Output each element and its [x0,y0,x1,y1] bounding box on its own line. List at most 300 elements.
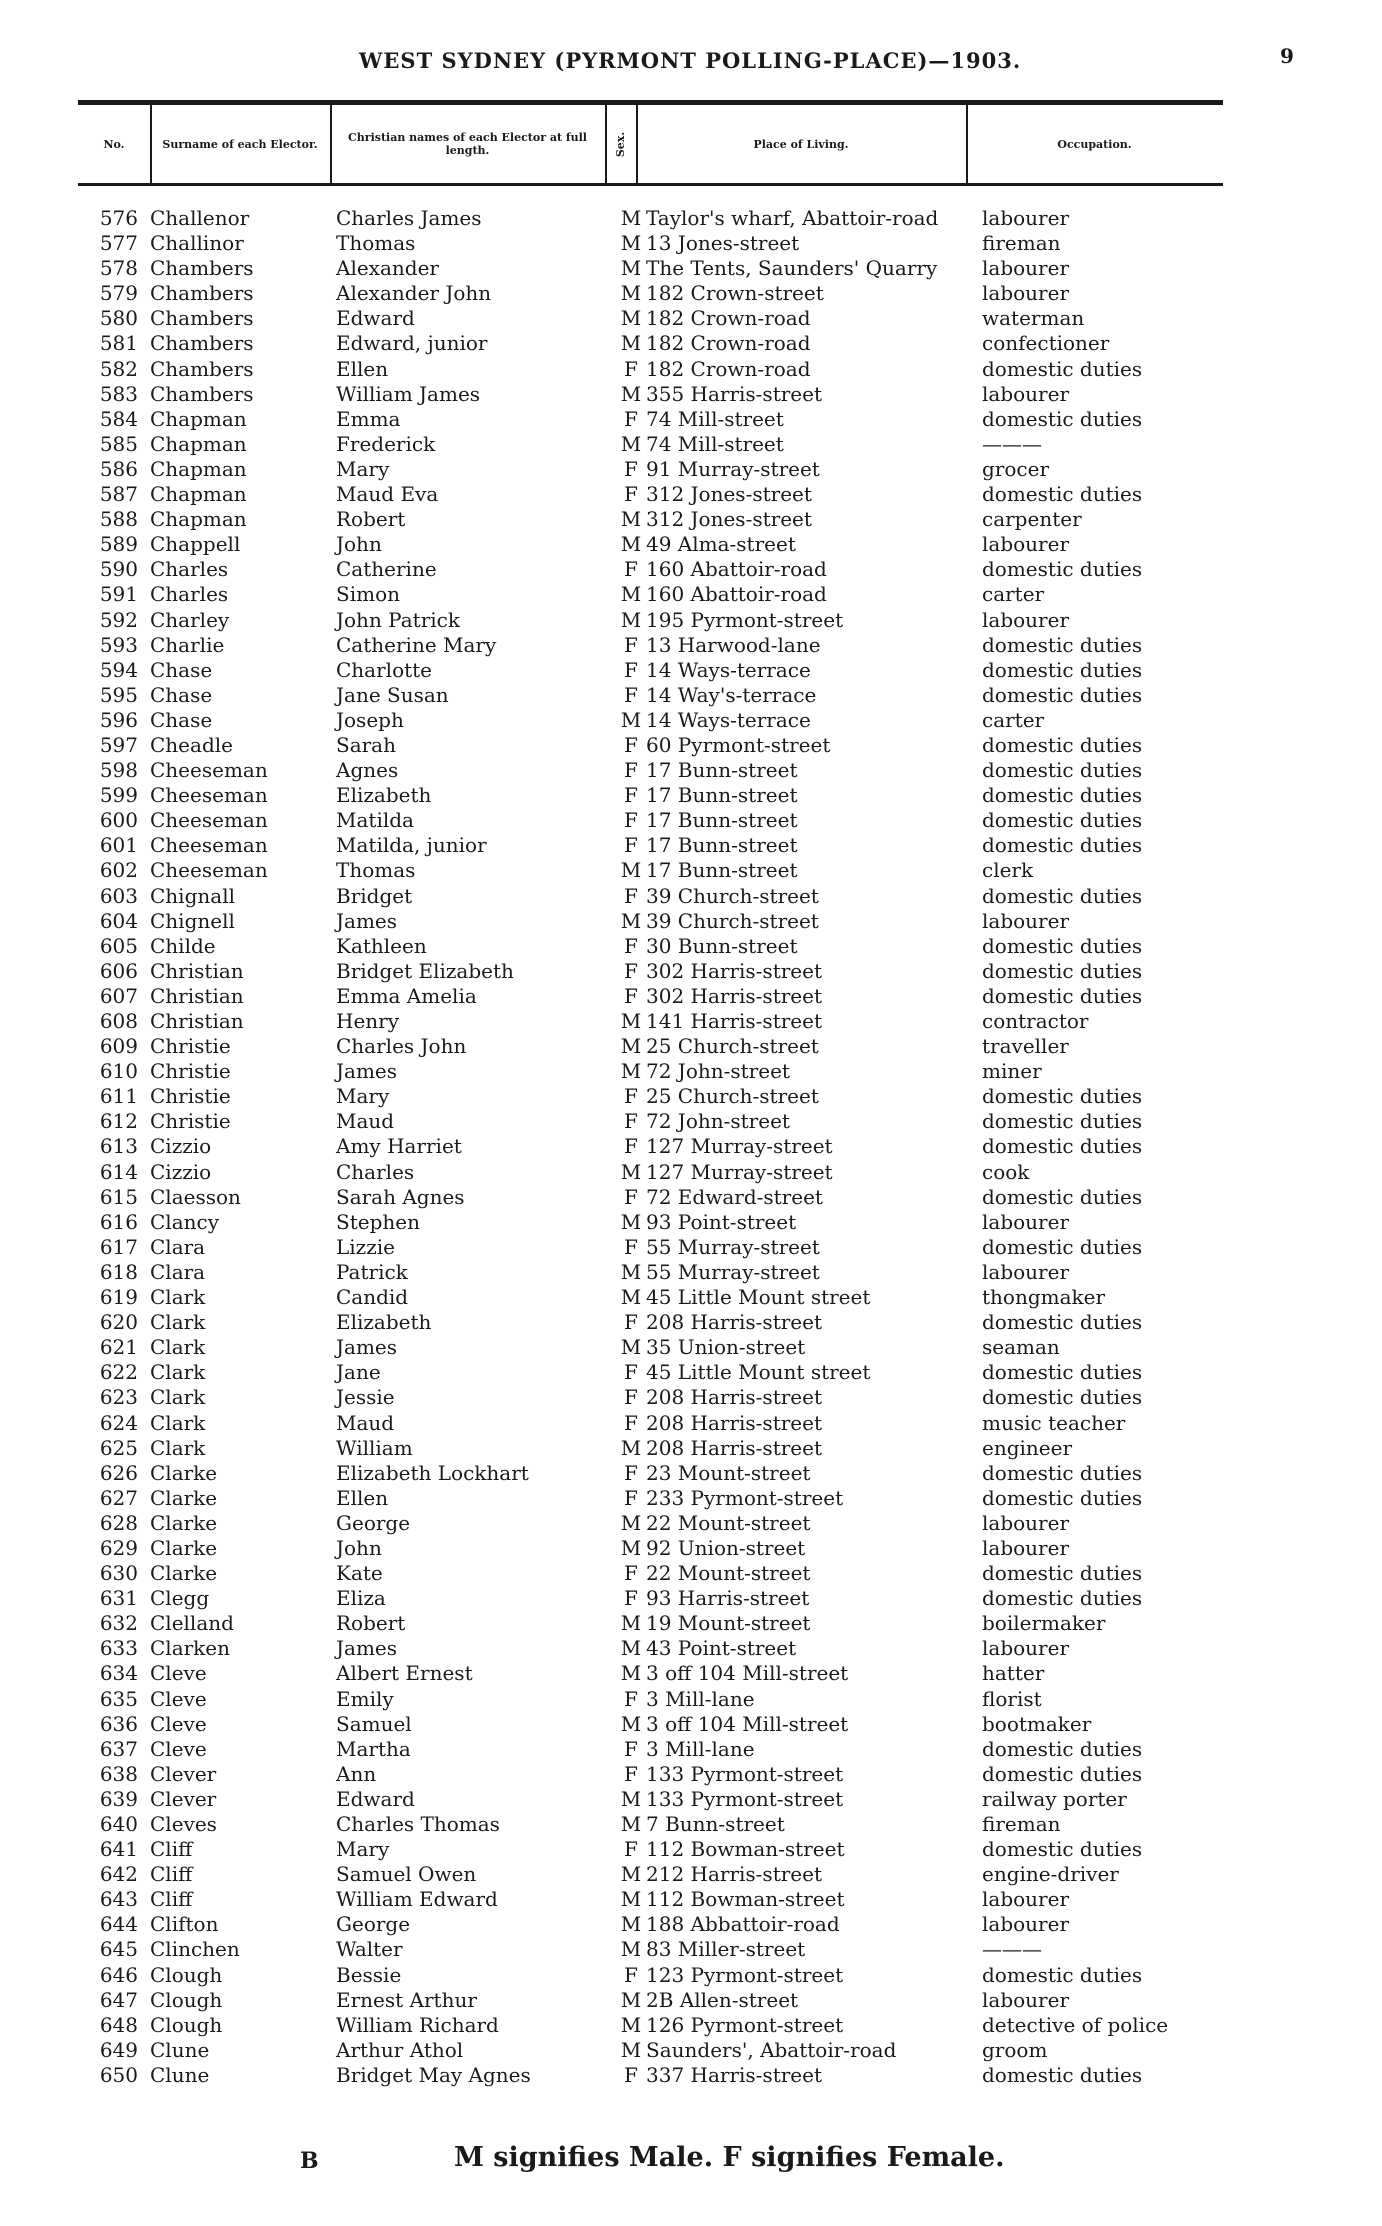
elector-number: 650 [99,2062,138,2087]
elector-occupation: labourer [982,1912,1070,1937]
elector-surname: Cizzio [150,1134,212,1159]
elector-occupation: engine-driver [982,1862,1119,1887]
elector-surname: Chambers [150,281,254,306]
elector-place-of-living: 208 Harris-street [646,1310,823,1335]
elector-occupation: domestic duties [982,1460,1143,1485]
elector-surname: Clarke [150,1485,218,1510]
elector-place-of-living: 212 Harris-street [646,1862,823,1887]
elector-place-of-living: 30 Bunn-street [646,933,798,958]
elector-occupation: labourer [982,1987,1070,2012]
elector-christian-names: James [336,1335,398,1360]
elector-row [0,1887,1382,1912]
elector-place-of-living: 22 Mount-street [646,1510,811,1535]
elector-place-of-living: 17 Bunn-street [646,783,798,808]
elector-row [0,1787,1382,1812]
elector-place-of-living: 133 Pyrmont-street [646,1761,844,1786]
header-surname: Surname of each Elector. [150,105,332,183]
elector-occupation: labourer [982,1636,1070,1661]
elector-number: 623 [99,1385,138,1410]
column-header-row [78,100,1223,186]
elector-row [0,1160,1382,1185]
elector-row [0,758,1382,783]
elector-surname: Clark [150,1410,206,1435]
elector-surname: Charles [150,582,229,607]
elector-christian-names: Samuel [336,1711,412,1736]
elector-place-of-living: 49 Alma-street [646,532,796,557]
elector-number: 616 [99,1209,138,1234]
elector-place-of-living: 112 Bowman-street [646,1887,845,1912]
elector-surname: Clark [150,1385,206,1410]
elector-number: 609 [99,1034,138,1059]
elector-sex: F [624,933,638,958]
elector-sex: M [620,1636,642,1661]
elector-row [0,407,1382,432]
elector-sex: F [624,1686,638,1711]
elector-christian-names: Charles John [336,1034,467,1059]
elector-number: 576 [99,206,138,230]
elector-row [0,708,1382,733]
elector-number: 596 [99,707,138,732]
elector-christian-names: Elizabeth [336,1310,432,1335]
elector-occupation: detective of police [982,2012,1169,2037]
elector-sex: F [624,732,638,757]
elector-number: 632 [99,1611,138,1636]
elector-christian-names: Agnes [336,758,399,783]
elector-occupation: domestic duties [982,657,1143,682]
elector-number: 593 [99,632,138,657]
elector-row [0,733,1382,758]
elector-place-of-living: 133 Pyrmont-street [646,1786,844,1811]
elector-surname: Clara [150,1234,206,1259]
elector-christian-names: Frederick [336,431,436,456]
elector-surname: Cliff [150,1837,193,1862]
elector-number: 613 [99,1134,138,1159]
elector-place-of-living: 72 John-street [646,1059,790,1084]
elector-sex: M [620,1711,642,1736]
elector-occupation: fireman [982,1812,1061,1836]
elector-occupation: railway porter [982,1786,1127,1811]
elector-number: 607 [99,983,138,1008]
elector-surname: Chase [150,682,213,707]
elector-surname: Childe [150,933,216,958]
elector-occupation: domestic duties [982,958,1143,983]
elector-christian-names: Maud [336,1109,395,1134]
elector-number: 649 [99,2037,138,2062]
elector-occupation: labourer [982,1510,1070,1535]
elector-occupation: domestic duties [982,682,1143,707]
elector-occupation: thongmaker [982,1285,1106,1310]
elector-place-of-living: 208 Harris-street [646,1385,823,1410]
elector-occupation: domestic duties [982,808,1143,833]
elector-row [0,1937,1382,1962]
elector-number: 610 [99,1059,138,1084]
elector-place-of-living: Saunders', Abattoir-road [646,2037,897,2062]
elector-number: 579 [99,281,138,306]
elector-surname: Clarke [150,1561,218,1586]
elector-number: 598 [99,758,138,783]
elector-sex: M [620,331,642,356]
elector-number: 619 [99,1285,138,1310]
elector-surname: Chase [150,707,213,732]
elector-surname: Charlie [150,632,225,657]
elector-place-of-living: 182 Crown-road [646,306,811,331]
elector-row [0,2013,1382,2038]
elector-sex: M [620,707,642,732]
elector-sex: F [624,682,638,707]
elector-occupation: seaman [982,1335,1060,1360]
elector-christian-names: Jane Susan [336,682,449,707]
elector-surname: Cliff [150,1887,193,1912]
electors-list [0,206,1382,2088]
elector-christian-names: Edward [336,306,415,331]
elector-christian-names: James [336,908,398,933]
elector-row [0,1837,1382,1862]
elector-surname: Charley [150,607,230,632]
elector-occupation: clerk [982,858,1034,883]
elector-number: 639 [99,1786,138,1811]
elector-christian-names: Amy Harriet [336,1134,462,1159]
elector-surname: Chambers [150,306,254,331]
elector-occupation: domestic duties [982,356,1143,381]
elector-christian-names: Matilda, junior [336,833,487,858]
elector-occupation: domestic duties [982,933,1143,958]
elector-sex: M [620,582,642,607]
elector-surname: Clark [150,1335,206,1360]
elector-sex: F [624,1962,638,1987]
elector-surname: Christie [150,1109,231,1134]
elector-christian-names: William [336,1435,413,1460]
elector-sex: M [620,1209,642,1234]
elector-sex: F [624,2062,638,2087]
elector-number: 625 [99,1435,138,1460]
elector-number: 620 [99,1310,138,1335]
elector-christian-names: Matilda [336,808,414,833]
elector-sex: M [620,1059,642,1084]
elector-row [0,206,1382,231]
elector-occupation: florist [982,1686,1042,1711]
elector-surname: Cheeseman [150,833,268,858]
elector-occupation: carter [982,582,1045,607]
elector-place-of-living: 355 Harris-street [646,381,823,406]
elector-place-of-living: 83 Miller-street [646,1937,806,1962]
elector-place-of-living: 93 Point-street [646,1209,797,1234]
elector-place-of-living: 55 Murray-street [646,1259,820,1284]
header-occupation: Occupation. [1057,137,1132,151]
elector-place-of-living: 160 Abattoir-road [646,557,827,582]
elector-number: 636 [99,1711,138,1736]
elector-surname: Cleve [150,1686,207,1711]
elector-surname: Cheadle [150,732,233,757]
elector-sex: F [624,406,638,431]
elector-number: 582 [99,356,138,381]
elector-surname: Chase [150,657,213,682]
elector-surname: Clarke [150,1460,218,1485]
header-place-of-living: Place of Living. [636,105,968,183]
elector-row [0,1335,1382,1360]
elector-number: 584 [99,406,138,431]
elector-sex: F [624,758,638,783]
elector-occupation: labourer [982,206,1070,230]
elector-sex: M [620,2012,642,2037]
elector-christian-names: Mary [336,1084,390,1109]
elector-surname: Cheeseman [150,783,268,808]
elector-number: 589 [99,532,138,557]
elector-number: 580 [99,306,138,331]
elector-place-of-living: 126 Pyrmont-street [646,2012,844,2037]
elector-number: 640 [99,1812,138,1836]
elector-sex: F [624,1234,638,1259]
elector-row [0,1260,1382,1285]
elector-occupation: domestic duties [982,783,1143,808]
elector-christian-names: William Edward [336,1887,498,1912]
sex-legend: M signifies Male. F signifies Female. [454,2142,1005,2173]
elector-row [0,1034,1382,1059]
elector-place-of-living: 208 Harris-street [646,1410,823,1435]
elector-number: 608 [99,1009,138,1033]
elector-occupation: labourer [982,908,1070,933]
elector-place-of-living: 2B Allen-street [646,1987,799,2012]
elector-sex: M [620,1435,642,1460]
elector-christian-names: Charlotte [336,657,433,682]
elector-sex: M [620,1912,642,1937]
elector-occupation: boilermaker [982,1611,1106,1636]
elector-row [0,1486,1382,1511]
elector-surname: Clegg [150,1586,210,1611]
elector-surname: Clark [150,1310,206,1335]
elector-sex: M [620,1259,642,1284]
elector-sex: M [620,256,642,281]
elector-sex: F [624,808,638,833]
elector-row [0,1687,1382,1712]
elector-occupation: domestic duties [982,1761,1143,1786]
header-sex [605,105,638,183]
elector-occupation: grocer [982,456,1050,481]
elector-place-of-living: 25 Church-street [646,1084,819,1109]
elector-christian-names: James [336,1636,398,1661]
elector-number: 604 [99,908,138,933]
elector-surname: Clancy [150,1209,220,1234]
elector-number: 638 [99,1761,138,1786]
elector-surname: Cizzio [150,1159,212,1184]
elector-place-of-living: 74 Mill-street [646,406,784,431]
elector-christian-names: Alexander John [336,281,492,306]
elector-occupation: contractor [982,1009,1089,1033]
elector-christian-names: William Richard [336,2012,499,2037]
elector-occupation: domestic duties [982,1485,1143,1510]
elector-row [0,1436,1382,1461]
elector-christian-names: Stephen [336,1209,420,1234]
elector-number: 612 [99,1109,138,1134]
elector-christian-names: Walter [336,1937,403,1962]
elector-christian-names: Kathleen [336,933,427,958]
elector-number: 618 [99,1259,138,1284]
elector-number: 627 [99,1485,138,1510]
elector-occupation: carter [982,707,1045,732]
elector-row [0,1963,1382,1988]
elector-row [0,432,1382,457]
elector-christian-names: William James [336,381,481,406]
elector-row [0,482,1382,507]
elector-christian-names: Elizabeth Lockhart [336,1460,529,1485]
elector-occupation: domestic duties [982,1385,1143,1410]
elector-number: 588 [99,507,138,532]
elector-christian-names: Bridget Elizabeth [336,958,514,983]
elector-surname: Clever [150,1786,217,1811]
elector-christian-names: James [336,1059,398,1084]
elector-row [0,808,1382,833]
elector-number: 605 [99,933,138,958]
elector-surname: Challinor [150,231,244,256]
elector-row [0,2038,1382,2063]
elector-place-of-living: 3 off 104 Mill-street [646,1661,849,1686]
elector-sex: M [620,1535,642,1560]
elector-place-of-living: 312 Jones-street [646,507,812,532]
elector-occupation: traveller [982,1034,1069,1059]
elector-number: 645 [99,1937,138,1962]
elector-sex: F [624,1837,638,1862]
elector-row [0,2063,1382,2088]
elector-place-of-living: 91 Murray-street [646,456,820,481]
elector-row [0,306,1382,331]
elector-occupation: domestic duties [982,557,1143,582]
elector-surname: Chignall [150,883,235,908]
elector-place-of-living: 141 Harris-street [646,1009,823,1033]
elector-surname: Clough [150,1987,223,2012]
elector-sex: F [624,783,638,808]
elector-row [0,1235,1382,1260]
elector-surname: Clelland [150,1611,234,1636]
elector-place-of-living: 23 Mount-street [646,1460,811,1485]
elector-surname: Clarke [150,1510,218,1535]
elector-number: 648 [99,2012,138,2037]
elector-sex: F [624,1360,638,1385]
elector-occupation: labourer [982,1887,1070,1912]
elector-number: 624 [99,1410,138,1435]
elector-occupation: labourer [982,1535,1070,1560]
elector-sex: F [624,1761,638,1786]
elector-row [0,1461,1382,1486]
page-signature-mark: B [300,2148,319,2174]
elector-row [0,1009,1382,1034]
elector-row [0,1737,1382,1762]
elector-row [0,1561,1382,1586]
elector-occupation: confectioner [982,331,1110,356]
elector-surname: Claesson [150,1184,241,1209]
elector-sex: M [620,306,642,331]
elector-surname: Clark [150,1285,206,1310]
elector-occupation: ——— [982,1937,1042,1962]
elector-row [0,281,1382,306]
elector-sex: F [624,1485,638,1510]
elector-sex: F [624,482,638,507]
elector-christian-names: George [336,1510,411,1535]
elector-sex: M [620,1034,642,1059]
elector-number: 611 [99,1084,138,1109]
elector-sex: F [624,1410,638,1435]
elector-christian-names: Kate [336,1561,383,1586]
elector-sex: F [624,1385,638,1410]
elector-number: 578 [99,256,138,281]
elector-place-of-living: 13 Jones-street [646,231,800,256]
elector-occupation: labourer [982,607,1070,632]
elector-surname: Clinchen [150,1937,240,1962]
elector-place-of-living: 22 Mount-street [646,1561,811,1586]
elector-place-of-living: 188 Abbattoir-road [646,1912,840,1937]
elector-occupation: labourer [982,532,1070,557]
elector-number: 595 [99,682,138,707]
elector-row [0,1712,1382,1737]
elector-number: 601 [99,833,138,858]
elector-surname: Clune [150,2062,210,2087]
elector-occupation: carpenter [982,507,1082,532]
elector-place-of-living: 302 Harris-street [646,983,823,1008]
elector-occupation: groom [982,2037,1048,2062]
elector-sex: F [624,632,638,657]
elector-occupation: hatter [982,1661,1045,1686]
elector-row [0,256,1382,281]
elector-occupation: domestic duties [982,482,1143,507]
elector-sex: M [620,206,642,230]
elector-occupation: domestic duties [982,1310,1143,1335]
elector-place-of-living: 17 Bunn-street [646,858,798,883]
elector-sex: F [624,1586,638,1611]
elector-place-of-living: 3 off 104 Mill-street [646,1711,849,1736]
elector-sex: M [620,858,642,883]
elector-occupation: domestic duties [982,1360,1143,1385]
elector-sex: M [620,1009,642,1033]
elector-row [0,231,1382,256]
elector-row [0,633,1382,658]
elector-number: 621 [99,1335,138,1360]
elector-christian-names: Jane [336,1360,381,1385]
elector-occupation: domestic duties [982,1134,1143,1159]
elector-place-of-living: 92 Union-street [646,1535,806,1560]
elector-row [0,934,1382,959]
elector-number: 622 [99,1360,138,1385]
elector-christian-names: Lizzie [336,1234,395,1259]
elector-sex: F [624,1184,638,1209]
elector-place-of-living: 337 Harris-street [646,2062,823,2087]
elector-sex: M [620,431,642,456]
elector-row [0,833,1382,858]
elector-sex: M [620,281,642,306]
elector-occupation: domestic duties [982,833,1143,858]
elector-surname: Clune [150,2037,210,2062]
elector-surname: Clark [150,1360,206,1385]
elector-christian-names: Elizabeth [336,783,432,808]
elector-place-of-living: 17 Bunn-street [646,833,798,858]
elector-sex: M [620,1812,642,1836]
elector-christian-names: Sarah [336,732,396,757]
elector-christian-names: Ann [336,1761,377,1786]
elector-surname: Clarke [150,1535,218,1560]
elector-place-of-living: 13 Harwood-lane [646,632,821,657]
elector-place-of-living: 25 Church-street [646,1034,819,1059]
elector-christian-names: Robert [336,507,406,532]
elector-place-of-living: 39 Church-street [646,908,819,933]
elector-row [0,582,1382,607]
elector-surname: Chapman [150,482,247,507]
elector-christian-names: Bridget [336,883,413,908]
elector-number: 631 [99,1586,138,1611]
elector-row [0,557,1382,582]
elector-surname: Christian [150,958,244,983]
elector-surname: Chambers [150,256,254,281]
elector-place-of-living: 127 Murray-street [646,1134,833,1159]
elector-occupation: domestic duties [982,2062,1143,2087]
elector-number: 637 [99,1736,138,1761]
elector-christian-names: Maud [336,1410,395,1435]
